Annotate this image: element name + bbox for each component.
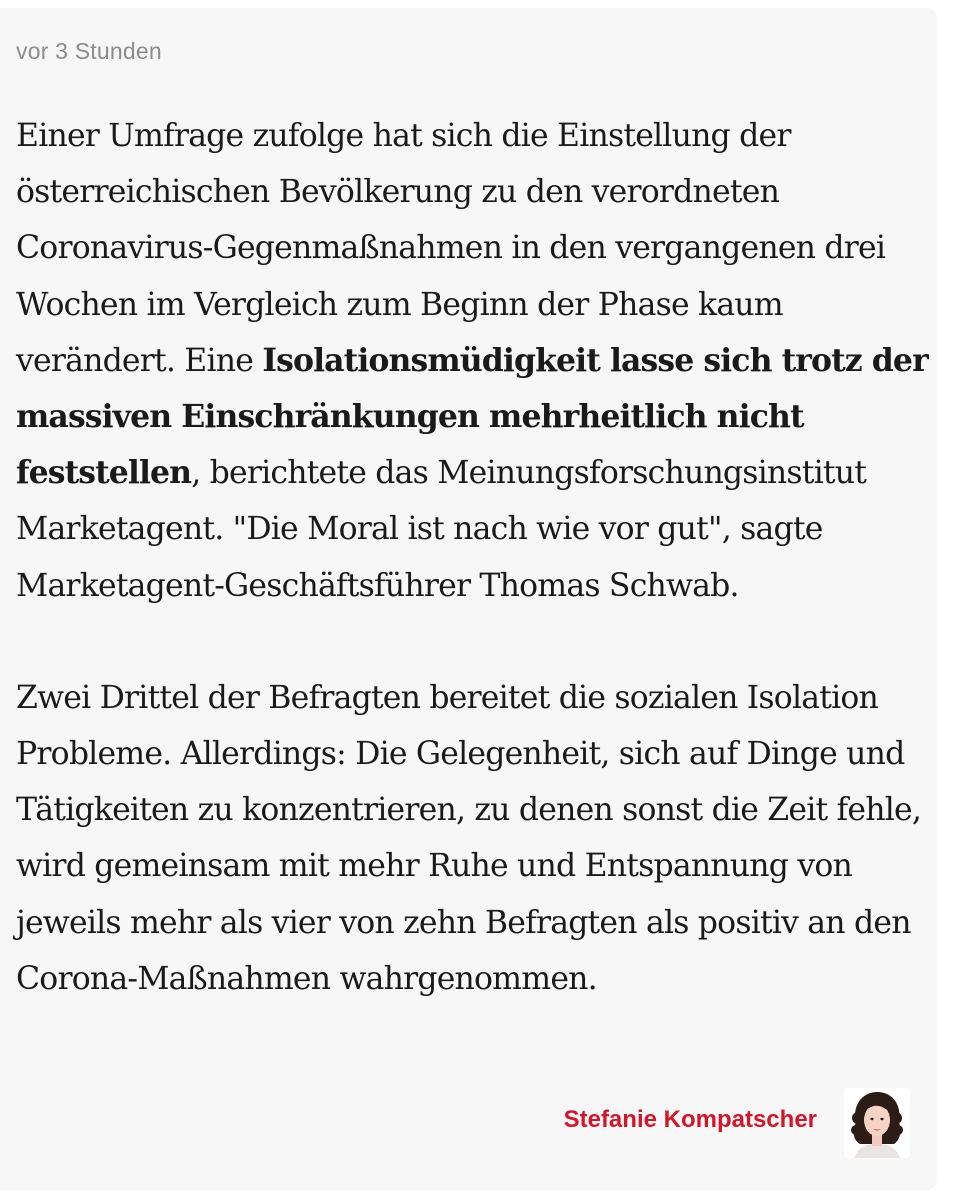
paragraph-1-bold-text: Isolationsmüdigkeit lasse sich trotz der massiven Einschränkungen mehrheitlich nicht feststellen xyxy=(16,341,928,492)
author-portrait-icon xyxy=(844,1088,910,1158)
post-paragraph-1 xyxy=(16,108,928,614)
liveblog-post-card xyxy=(0,8,937,1190)
author-avatar[interactable] xyxy=(844,1088,910,1158)
paragraph-1-text-end: , berichtete das Meinungsforschungsinstitut Marketagent. "Die Moral ist nach wie vor gut", sagte Marketagent-Geschäftsführer Thomas Schwab. xyxy=(16,455,867,604)
post-paragraph-2: Zwei Drittel der Befragten bereitet die sozialen Isolation Probleme. Allerdings: Die Gelegenheit, sich auf Dinge und Tätigkeiten zu konzentrieren, zu denen sonst die Zeit fehle, wird gemeinsam mit mehr Ruhe und Entspannung von jeweils mehr als vier von zehn Befragten als positiv an den Corona-Maßnahmen wahrgenommen. xyxy=(16,679,922,997)
paragraph-1-text-start: Einer Umfrage zufolge hat sich die Einstellung der österreichischen Bevölkerung zu den verordneten Coronavirus-Gegenmaßnahmen in den vergangenen drei Wochen im Vergleich zum Beginn der Phase kaum verändert. Eine xyxy=(16,118,886,379)
post-timestamp: vor 3 Stunden xyxy=(16,38,162,64)
author-name[interactable]: Stefanie Kompatscher xyxy=(563,1106,817,1133)
post-body xyxy=(16,108,928,1007)
